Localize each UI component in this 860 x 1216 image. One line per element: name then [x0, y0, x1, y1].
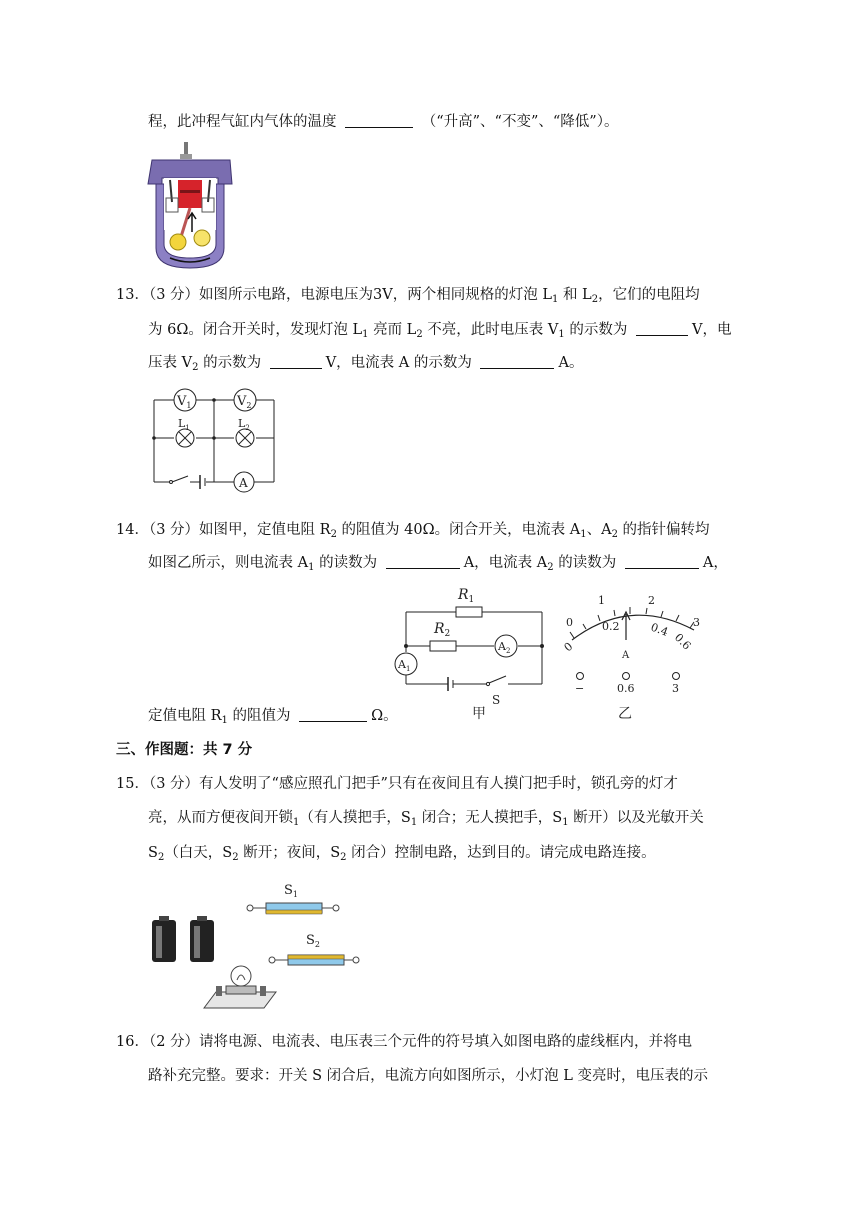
- dial-bottom-0.6: 0.6: [671, 630, 694, 653]
- engine-cylinder-figure: [140, 140, 240, 272]
- q13-line-1: 13．（3 分）如图所示电路，电源电压为3V，两个相同规格的灯泡 $L_1$ 和 $L_2$，它们的电阻均: [116, 287, 700, 305]
- q14-a2-answer-blank[interactable]: [625, 554, 699, 569]
- q15-line-2: 亮，从而方便夜间开锁$_1$（有人摸把手，$S_1$ 闭合；无人摸把手，$S_1$ 断开）以及光敏开关: [148, 810, 704, 828]
- r2-label: $R_2$: [434, 621, 451, 639]
- v1-label: $V_1$: [177, 394, 192, 410]
- q13-ammeter-answer-blank[interactable]: [480, 354, 554, 369]
- figure-jia-caption: 甲: [472, 706, 486, 722]
- l2-label: $L_2$: [238, 417, 250, 432]
- ammeter-label: A: [239, 476, 248, 490]
- s2-switch-component[interactable]: [269, 955, 359, 965]
- a2-label: $A_2$: [498, 640, 511, 655]
- dial-bottom-0.4: 0.4: [648, 620, 670, 639]
- q13-line-3: 压表 $V_2$ 的示数为 V，电流表 A 的示数为 A。: [148, 355, 584, 373]
- q12-line: [148, 112, 618, 132]
- q14-circuit-diagram-jia: [392, 584, 552, 720]
- dial-top-3: 3: [693, 616, 700, 629]
- q15-components-figure: [146, 876, 366, 1016]
- q14-line-2: 如图乙所示，则电流表 $A_1$ 的读数为 A，电流表 $A_2$ 的读数为 A，: [148, 555, 728, 573]
- s1-label: $S_1$: [284, 883, 298, 899]
- s2-label: $S_2$: [306, 933, 320, 949]
- q16-line-2: 路补充完整。要求：开关 S 闭合后，电流方向如图所示，小灯泡 L 变亮时，电压表的示: [148, 1068, 708, 1084]
- q14-r1-answer-blank[interactable]: [299, 707, 367, 722]
- l1-label: $L_1$: [178, 417, 190, 432]
- terminal-3: 3: [672, 682, 679, 695]
- terminal-0.6: 0.6: [617, 682, 635, 695]
- switch-label: S: [492, 693, 501, 707]
- q13-v2-answer-blank[interactable]: [270, 354, 322, 369]
- r1-label: $R_1$: [458, 587, 475, 605]
- q12-options: （“升高”、“不变”、“降低”）。: [421, 114, 619, 130]
- q13-circuit-diagram: [150, 388, 280, 488]
- battery-1[interactable]: [152, 916, 176, 962]
- v2-label: $V_2$: [237, 394, 252, 410]
- dial-unit: A: [622, 650, 630, 661]
- figure-yi-caption: 乙: [618, 706, 632, 722]
- q14-line-3: 定值电阻 $R_1$ 的阻值为 Ω。: [148, 708, 398, 726]
- dial-top-1: 1: [598, 594, 605, 607]
- dial-top-2: 2: [648, 594, 655, 607]
- light-bulb-component[interactable]: [204, 966, 276, 1008]
- q16-line-1: 16．（2 分）请将电源、电流表、电压表三个元件的符号填入如图电路的虚线框内，并将电: [116, 1034, 693, 1050]
- dial-bottom-0: 0: [561, 639, 576, 655]
- q12-text: 程，此冲程气缸内气体的温度: [148, 114, 337, 130]
- q14-a1-answer-blank[interactable]: [386, 554, 460, 569]
- q13-line-2: 为 6Ω。闭合开关时，发现灯泡 $L_1$ 亮而 $L_2$ 不亮，此时电压表 $V_1$ 的示数为 V，电: [148, 322, 732, 340]
- q14-line-1: 14．（3 分）如图甲，定值电阻 $R_2$ 的阻值为 40Ω。闭合开关，电流表 $A_1$、$A_2$ 的指针偏转均: [116, 522, 710, 540]
- q14-ammeter-dial-yi: [560, 590, 710, 720]
- terminal-negative: −: [575, 682, 585, 695]
- section-heading: 三、作图题：共 7 分: [116, 742, 253, 758]
- q12-answer-blank[interactable]: [345, 113, 413, 128]
- q15-line-1: 15．（3 分）有人发明了“感应照孔门把手”只有在夜间且有人摸门把手时，锁孔旁的灯才: [116, 776, 678, 792]
- s1-switch-component[interactable]: [247, 903, 339, 914]
- q15-line-3: $S_2$（白天，$S_2$ 断开；夜间，$S_2$ 闭合）控制电路，达到目的。请完成电路连接。: [148, 845, 656, 863]
- dial-top-0: 0: [566, 616, 573, 629]
- q13-v1-answer-blank[interactable]: [636, 321, 688, 336]
- dial-bottom-0.2: 0.2: [602, 620, 620, 633]
- battery-2[interactable]: [190, 916, 214, 962]
- a1-label: $A_1$: [398, 658, 411, 673]
